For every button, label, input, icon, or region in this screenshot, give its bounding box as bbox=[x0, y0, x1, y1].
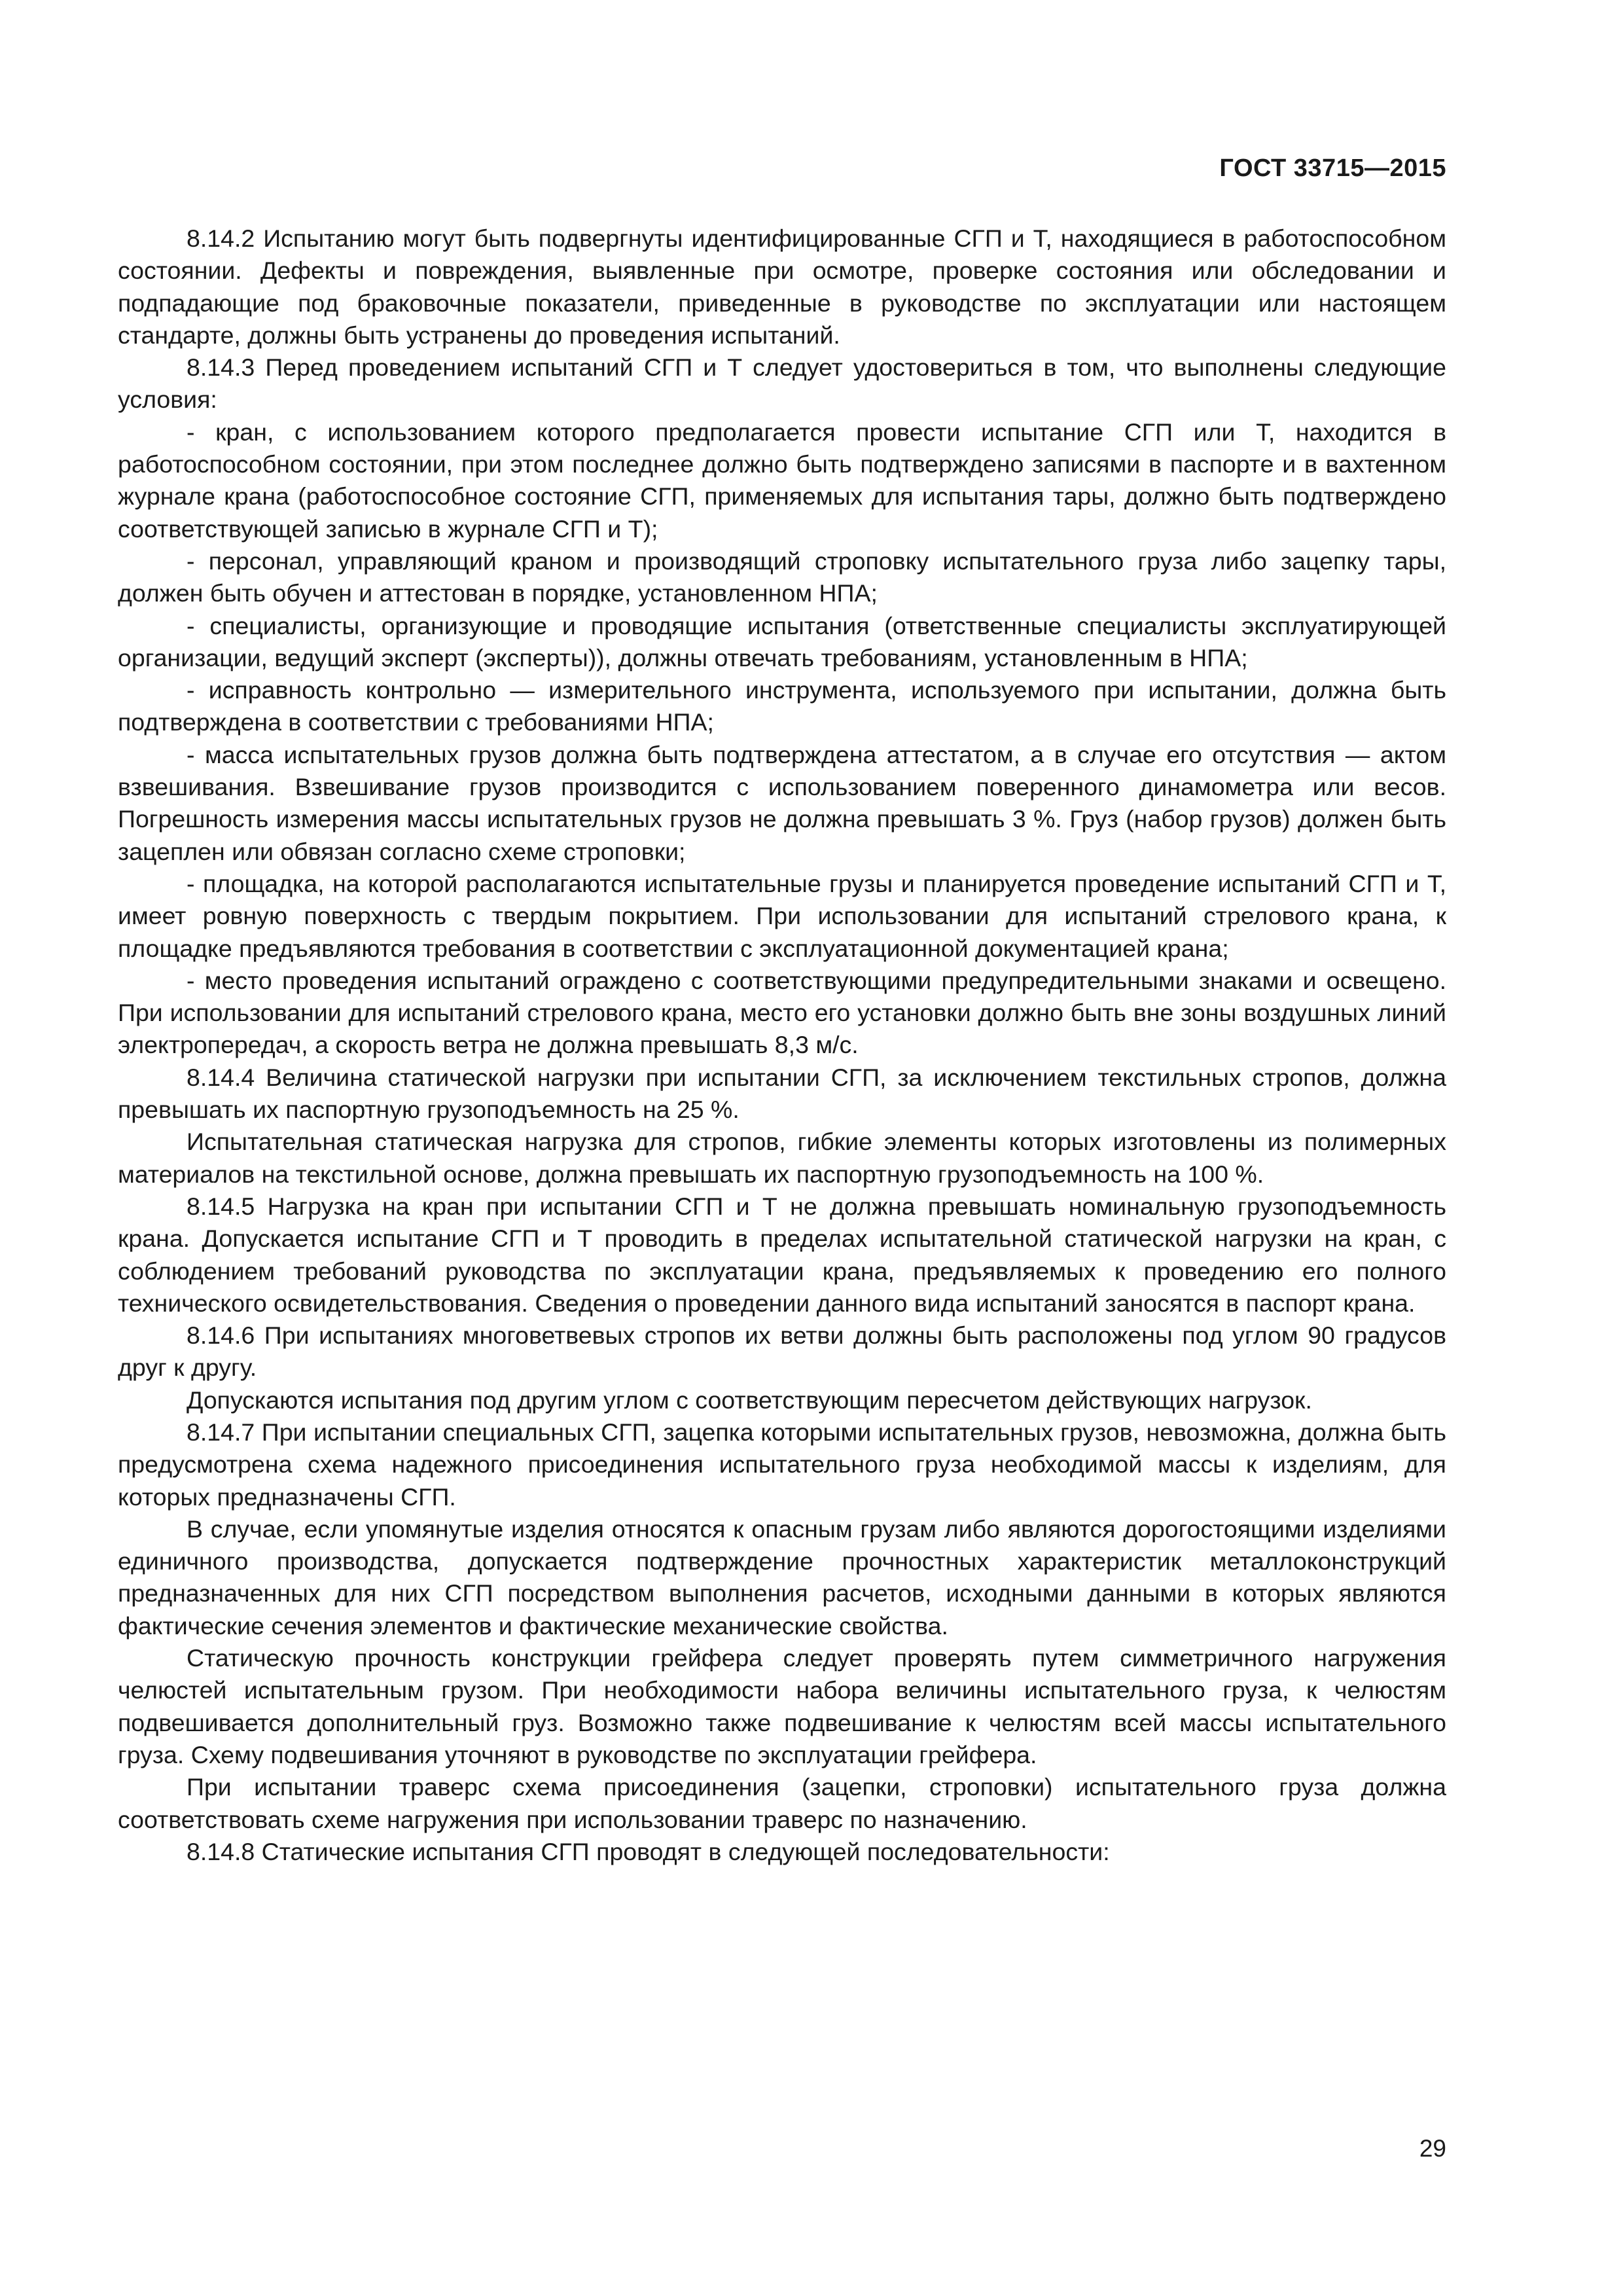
document-body bbox=[118, 223, 1446, 1868]
paragraph-8-14-6: 8.14.6 При испытаниях многоветвевых стропов их ветви должны быть расположены под углом 90 градусов друг к другу. bbox=[118, 1321, 1446, 1382]
condition-test-weights: - масса испытательных грузов должна быть подтверждена аттестатом, а в случае его отсутствия — актом взвешивания. Взвешивание грузов производится с использованием поверенного динамометра или весов. Погрешность измерения массы испытательных грузов не должна превышать 3 %. Груз (набор грузов) должен быть зацеплен или обвязан согласно схеме строповки; bbox=[118, 740, 1446, 865]
paragraph-grab-strength: Статическую прочность конструкции грейфера следует проверять путем симметричного нагружения челюстей испытательным грузом. При необходимости набора величины испытательного груза, к челюстям подвешивается дополнительный груз. Возможно также подвешивание к челюстям всей массы испытательного груза. Схему подвешивания уточняют в руководстве по эксплуатации грейфера. bbox=[118, 1644, 1446, 1768]
condition-specialists: - специалисты, организующие и проводящие испытания (ответственные специалисты эксплуатирующей организации, ведущий эксперт (эксперты)), должны отвечать требованиям, установленным в НПА; bbox=[118, 611, 1446, 672]
paragraph-8-14-5: 8.14.5 Нагрузка на кран при испытании СГП и Т не должна превышать номинальную грузоподъемность крана. Допускается испытание СГП и Т проводить в пределах испытательной статической нагрузки на кран, с соблюдением требований руководства по эксплуатации крана, предъявляемых к проведению его полного технического освидетельствования. Сведения о проведении данного вида испытаний заносятся в паспорт крана. bbox=[118, 1192, 1446, 1317]
standard-designation: ГОСТ 33715—2015 bbox=[1219, 154, 1446, 182]
condition-personnel: - персонал, управляющий краном и производящий строповку испытательного груза либо зацепку тары, должен быть обучен и аттестован в порядке, установленном НПА; bbox=[118, 547, 1446, 607]
paragraph-8-14-2: 8.14.2 Испытанию могут быть подвергнуты идентифицированные СГП и Т, находящиеся в работоспособном состоянии. Дефекты и повреждения, выявленные при осмотре, проверке состояния или обследовании и подпадающие под браковочные показатели, приведенные в руководстве по эксплуатации или настоящем стандарте, должны быть устранены до проведения испытаний. bbox=[118, 224, 1446, 349]
paragraph-textile-slings: Испытательная статическая нагрузка для стропов, гибкие элементы которых изготовлены из полимерных материалов на текстильной основе, должна превышать их паспортную грузоподъемность на 100 %. bbox=[118, 1128, 1446, 1188]
page-number: 29 bbox=[1419, 2135, 1446, 2162]
condition-crane: - кран, с использованием которого предполагается провести испытание СГП или Т, находится в работоспособном состоянии, при этом последнее должно быть подтверждено записями в паспорте и в вахтенном журнале крана (работоспособное состояние СГП, применяемых для испытания тары, должно быть подтверждено соответствующей записью в журнале СГП и Т); bbox=[118, 418, 1446, 543]
paragraph-other-angle: Допускаются испытания под другим углом с соответствующим пересчетом действующих нагрузок. bbox=[187, 1386, 1312, 1414]
paragraph-8-14-7: 8.14.7 При испытании специальных СГП, зацепка которыми испытательных грузов, невозможна, должна быть предусмотрена схема надежного присоединения испытательного груза необходимой массы к изделиям, для которых предназначены СГП. bbox=[118, 1418, 1446, 1511]
paragraph-8-14-3: 8.14.3 Перед проведением испытаний СГП и Т следует удостовериться в том, что выполнены следующие условия: bbox=[118, 353, 1446, 414]
paragraph-traverse: При испытании траверс схема присоединения (зацепки, строповки) испытательного груза должна соответствовать схеме нагружения при использовании траверс по назначению. bbox=[118, 1773, 1446, 1833]
paragraph-dangerous-goods: В случае, если упомянутые изделия относятся к опасным грузам либо являются дорогостоящими изделиями единичного производства, допускается подтверждение прочностных характеристик металлоконструкций предназначенных для них СГП посредством выполнения расчетов, исходными данными в которых являются фактические сечения элементов и фактические механические свойства. bbox=[118, 1515, 1446, 1640]
condition-test-area: - место проведения испытаний ограждено с соответствующими предупредительными знаками и освещено. При использовании для испытаний стрелового крана, место его установки должно быть вне зоны воздушных линий электропередач, а скорость ветра не должна превышать 8,3 м/с. bbox=[118, 966, 1446, 1059]
condition-instruments: - исправность контрольно — измерительного инструмента, используемого при испытании, должна быть подтверждена в соответствии с требованиями НПА; bbox=[118, 676, 1446, 736]
paragraph-8-14-4: 8.14.4 Величина статической нагрузки при испытании СГП, за исключением текстильных стропов, должна превышать их паспортную грузоподъемность на 25 %. bbox=[118, 1063, 1446, 1124]
condition-test-site: - площадка, на которой располагаются испытательные грузы и планируется проведение испытаний СГП и Т, имеет ровную поверхность с твердым покрытием. При использовании для испытаний стрелового крана, к площадке предъявляются требования в соответствии с эксплуатационной документацией крана; bbox=[118, 869, 1446, 962]
paragraph-8-14-8: 8.14.8 Статические испытания СГП проводят в следующей последовательности: bbox=[187, 1837, 1110, 1865]
